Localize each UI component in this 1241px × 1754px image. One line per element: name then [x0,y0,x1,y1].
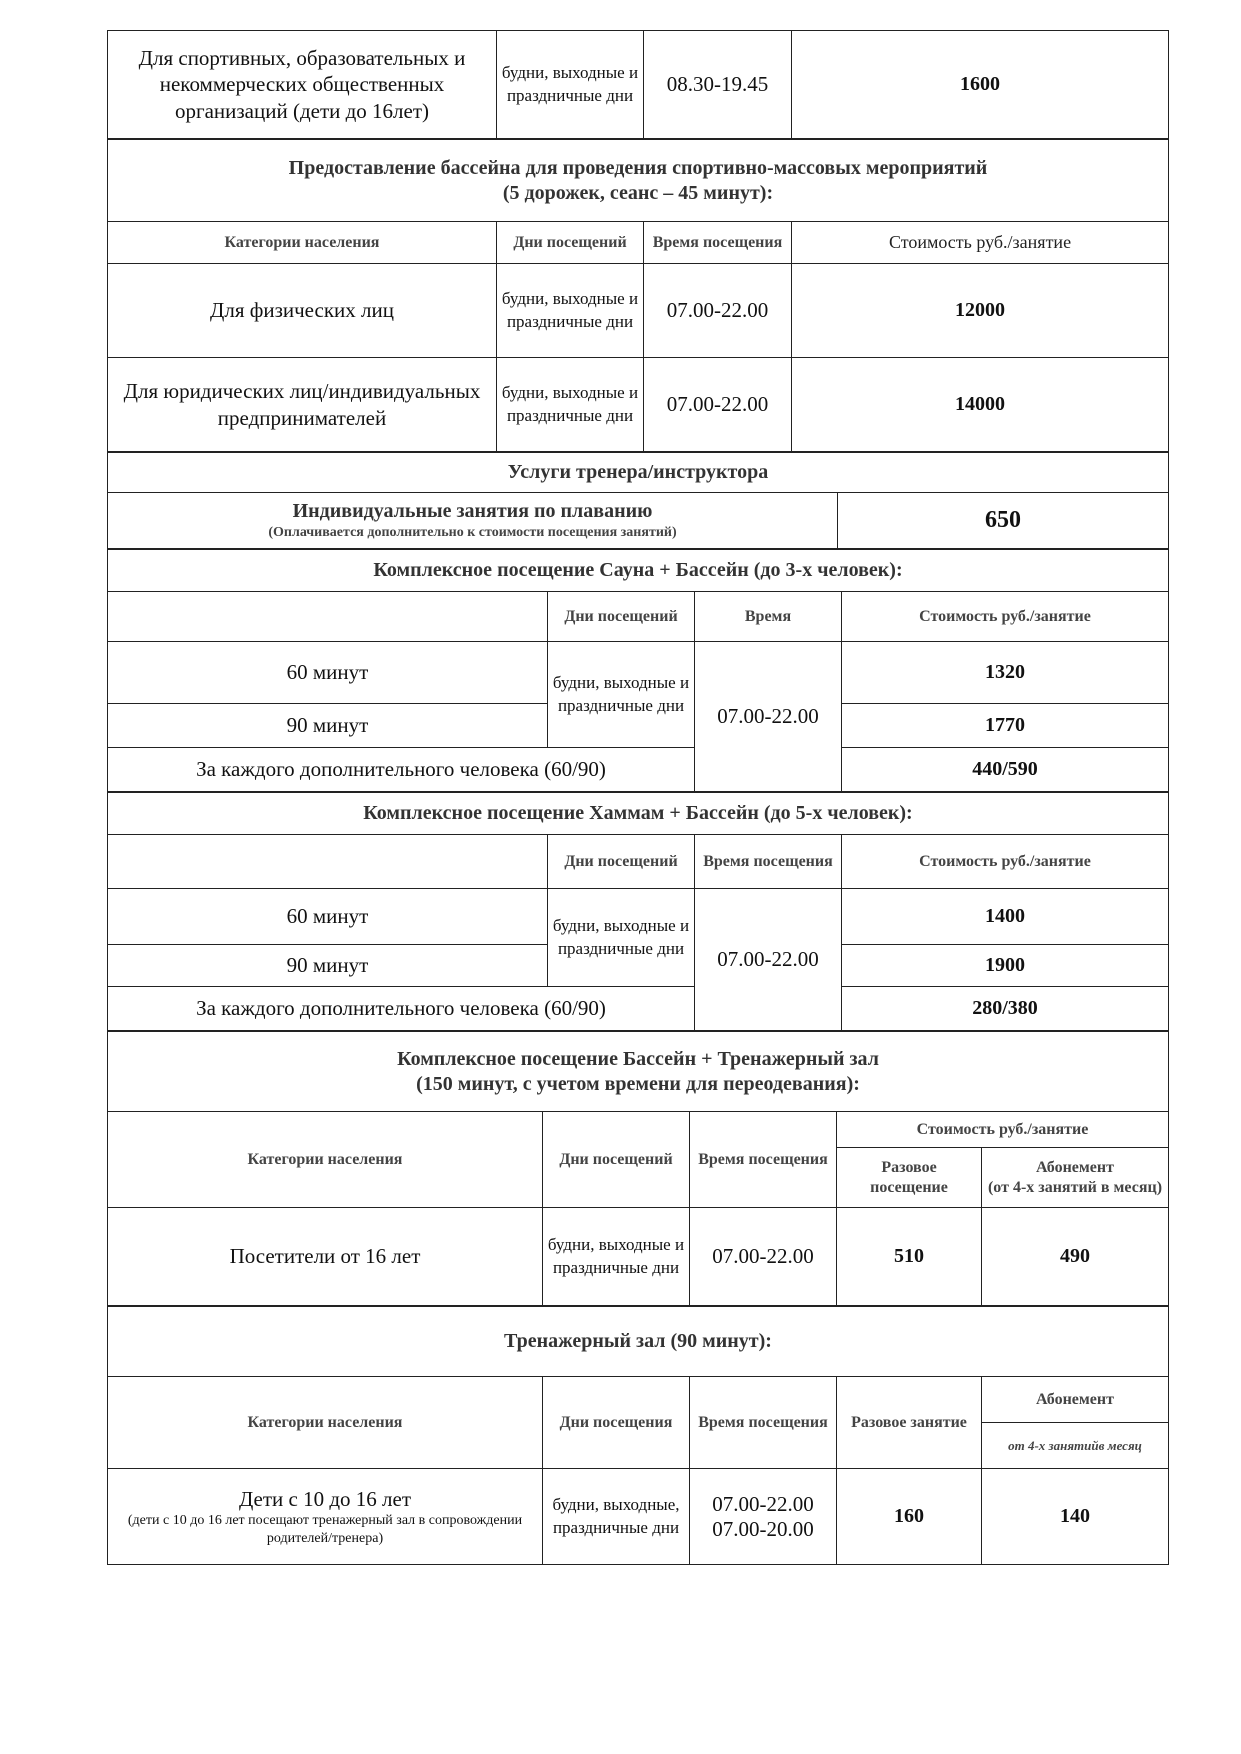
table-row [108,1208,1169,1306]
header-empty [108,592,548,642]
header-price: Стоимость руб./занятие [842,592,1169,642]
days-cell: будни, выходные и праздничные дни [497,264,644,358]
header-time: Время посещения [695,835,842,889]
duration-cell: 90 минут [108,704,548,748]
price-cell: 650 [838,493,1169,549]
section-title-hammam: Комплексное посещение Хаммам + Бассейн (до 5-х человек): [108,793,1169,835]
time-cell: 07.00-22.00 [644,264,792,358]
section-title-sauna: Комплексное посещение Сауна + Бассейн (до 3-х человек): [108,550,1169,592]
category-cell: Для физических лиц [108,264,497,358]
price-cell: 12000 [792,264,1169,358]
header-price: Стоимость руб./занятие [842,835,1169,889]
header-price: Стоимость руб./занятие [792,222,1169,264]
header-category: Категории населения [108,1112,543,1208]
price-cell: 1900 [842,945,1169,987]
days-cell: будни, выходные и праздничные дни [548,642,695,748]
header-time: Время посещения [644,222,792,264]
header-days: Дни посещений [497,222,644,264]
price-single-cell: 510 [837,1208,982,1306]
hammam-table [107,792,1169,1031]
header-days: Дни посещения [543,1377,690,1469]
category-note: (дети с 10 до 16 лет посещают тренажерный зал в сопровождении родителей/тренера) [127,1513,523,1546]
days-cell: будни, выходные и праздничные дни [548,889,695,987]
header-days: Дни посещений [548,592,695,642]
category-cell [108,1469,543,1565]
category-cell: Для спортивных, образовательных и некоммерческих общественных организаций (дети до 16лет) [108,31,497,139]
price-subscription-cell: 490 [982,1208,1169,1306]
gym-table [107,1306,1169,1565]
price-cell: 1320 [842,642,1169,704]
time-weekdays: 07.00-22.00 [712,1491,814,1516]
table-row [108,264,1169,358]
days-cell: будни, выходные и праздничные дни [497,358,644,452]
trainer-item: Индивидуальные занятия по плаванию [292,500,653,523]
top-table [107,30,1169,139]
header-subscription: Абонемент [1036,1159,1114,1177]
header-time: Время посещения [690,1377,837,1469]
price-cell: 280/380 [842,987,1169,1031]
price-cell: 1770 [842,704,1169,748]
price-subscription-cell: 140 [982,1469,1169,1565]
time-cell: 08.30-19.45 [644,31,792,139]
header-single: Разовое занятие [837,1377,982,1469]
table-row [108,987,1169,1031]
trainer-table [107,452,1169,549]
price-cell: 440/590 [842,748,1169,792]
category-cell: Посетители от 16 лет [108,1208,543,1306]
header-subscription-note: (от 4-х занятий в месяц) [987,1178,1163,1196]
days-cell: будни, выходные, праздничные дни [543,1469,690,1565]
section-title-pool-events [108,140,1169,222]
section-title-pool-gym [108,1032,1169,1112]
header-subscription-cell [982,1148,1169,1208]
header-category: Категории населения [108,222,497,264]
price-cell: 14000 [792,358,1169,452]
time-weekends: 07.00-20.00 [712,1516,814,1541]
days-cell: будни, выходные и праздничные дни [543,1208,690,1306]
duration-cell: 90 минут [108,945,548,987]
pool-events-table [107,139,1169,452]
time-cell [690,1469,837,1565]
section-subtitle: (150 минут, с учетом времени для переодевания): [416,1072,860,1095]
price-cell: 1400 [842,889,1169,945]
table-row [108,1469,1169,1565]
header-single: Разовое посещение [837,1148,982,1208]
header-category: Категории населения [108,1377,543,1469]
table-row [108,358,1169,452]
header-days: Дни посещений [548,835,695,889]
time-cell: 07.00-22.00 [695,889,842,1031]
extra-person-cell: За каждого дополнительного человека (60/90) [108,987,695,1031]
price-cell: 1600 [792,31,1169,139]
section-title-trainer: Услуги тренера/инструктора [108,453,1169,493]
trainer-item-cell [108,493,838,549]
duration-cell: 60 минут [108,889,548,945]
days-cell: будни, выходные и праздничные дни [497,31,644,139]
price-single-cell: 160 [837,1469,982,1565]
time-cell: 07.00-22.00 [695,642,842,792]
time-cell: 07.00-22.00 [690,1208,837,1306]
header-empty [108,835,548,889]
sauna-table [107,549,1169,792]
section-subtitle: (5 дорожек, сеанс – 45 минут): [502,181,774,204]
extra-person-cell: За каждого дополнительного человека (60/90) [108,748,695,792]
header-time: Время посещения [690,1112,837,1208]
table-row [108,748,1169,792]
trainer-note: (Оплачивается дополнительно к стоимости посещения занятий) [268,525,677,541]
header-days: Дни посещений [543,1112,690,1208]
section-title: Комплексное посещение Бассейн + Тренажерный зал [397,1047,879,1070]
category-cell: Для юридических лиц/индивидуальных предпринимателей [108,358,497,452]
time-cell: 07.00-22.00 [644,358,792,452]
price-document [107,30,1169,1565]
table-row [108,642,1169,704]
section-title: Предоставление бассейна для проведения спортивно-массовых мероприятий [288,156,988,179]
duration-cell: 60 минут [108,642,548,704]
table-row [108,889,1169,945]
pool-gym-table [107,1031,1169,1306]
header-subscription-note: от 4-х занятийв месяц [982,1423,1169,1469]
section-title-gym: Тренажерный зал (90 минут): [108,1307,1169,1377]
header-subscription: Абонемент [982,1377,1169,1423]
header-time: Время [695,592,842,642]
category-label: Дети с 10 до 16 лет [238,1486,412,1511]
header-price: Стоимость руб./занятие [837,1112,1169,1148]
